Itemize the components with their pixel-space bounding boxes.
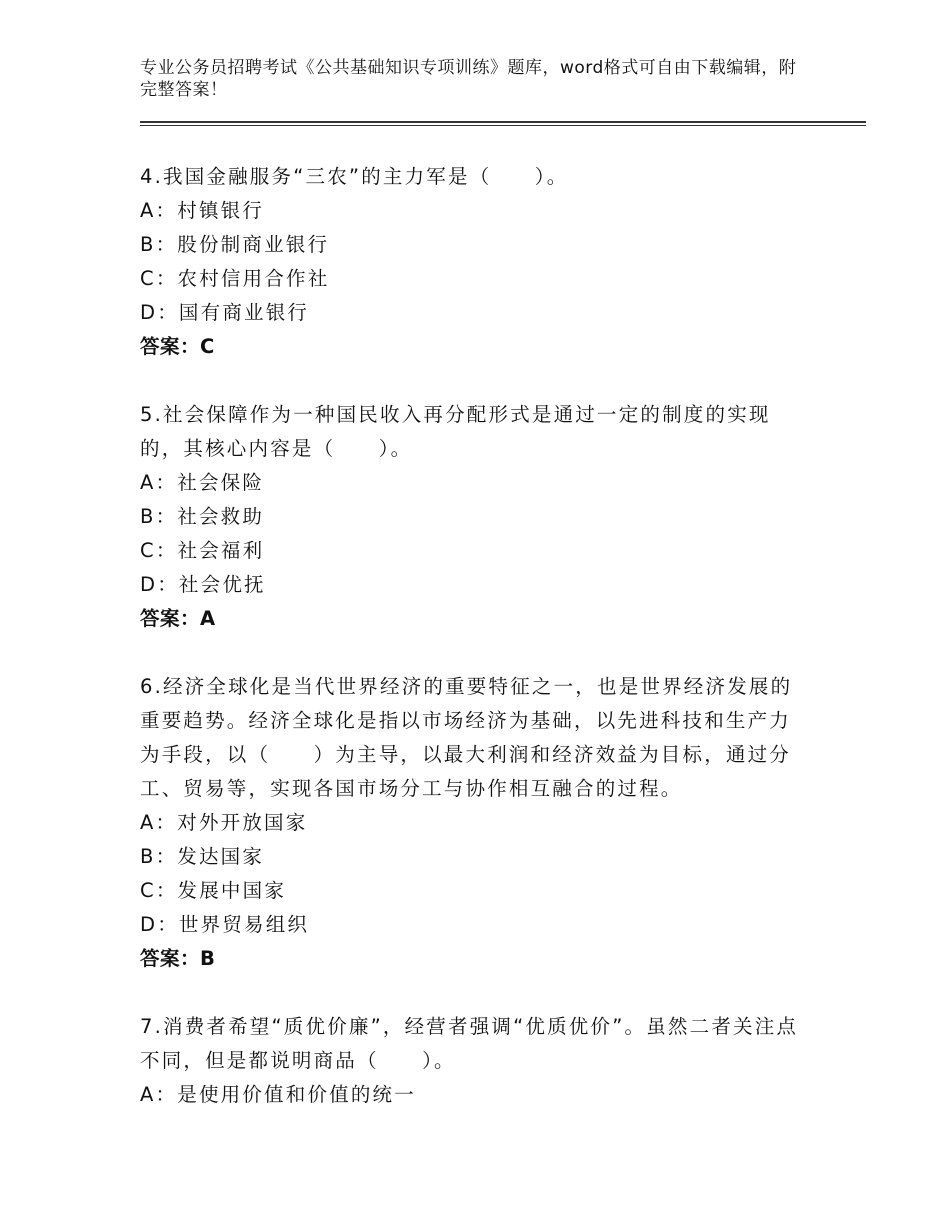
- option-c: C：社会福利: [140, 539, 265, 562]
- question-text: 6.经济全球化是当代世界经济的重要特征之一，也是世界经济发展的重要趋势。经济全球化是指以市场经济为基础，以先进科技和生产力为手段，以（ ）为主导，以最大利润和经济效益为目标，通过分工、贸易等，实现各国市场分工与协作相互融合的过程。: [140, 675, 793, 800]
- option-d: D：国有商业银行: [140, 301, 310, 324]
- answer-line: 答案：C: [140, 335, 215, 358]
- option-b: B：社会救助: [140, 505, 265, 528]
- question-5: [140, 398, 800, 636]
- option-c: C：农村信用合作社: [140, 267, 330, 290]
- question-7: [140, 1010, 800, 1112]
- header-divider-thin: [140, 125, 866, 126]
- option-a: A：对外开放国家: [140, 811, 308, 834]
- document-header: 专业公务员招聘考试《公共基础知识专项训练》题库，word格式可自由下载编辑，附完整答案！: [140, 58, 797, 100]
- question-6: [140, 670, 800, 976]
- option-b: B：发达国家: [140, 845, 265, 868]
- option-c: C：发展中国家: [140, 879, 287, 902]
- question-list: [140, 160, 800, 1146]
- question-text: 5.社会保障作为一种国民收入再分配形式是通过一定的制度的实现的，其核心内容是（ ）。: [140, 403, 771, 460]
- option-d: D：世界贸易组织: [140, 913, 310, 936]
- option-a: A：社会保险: [140, 471, 265, 494]
- header-divider-thick: [140, 121, 866, 123]
- question-4: [140, 160, 800, 364]
- answer-line: 答案：A: [140, 607, 216, 630]
- option-d: D：社会优抚: [140, 573, 266, 596]
- option-a: A：是使用价值和价值的统一: [140, 1083, 416, 1106]
- option-b: B：股份制商业银行: [140, 233, 330, 256]
- question-text: 4.我国金融服务“三农”的主力军是（ ）。: [140, 165, 569, 188]
- answer-line: 答案：B: [140, 947, 216, 970]
- question-text: 7.消费者希望“质优价廉”，经营者强调“优质优价”。虽然二者关注点不同，但是都说明商品（ ）。: [140, 1015, 799, 1072]
- option-a: A：村镇银行: [140, 199, 265, 222]
